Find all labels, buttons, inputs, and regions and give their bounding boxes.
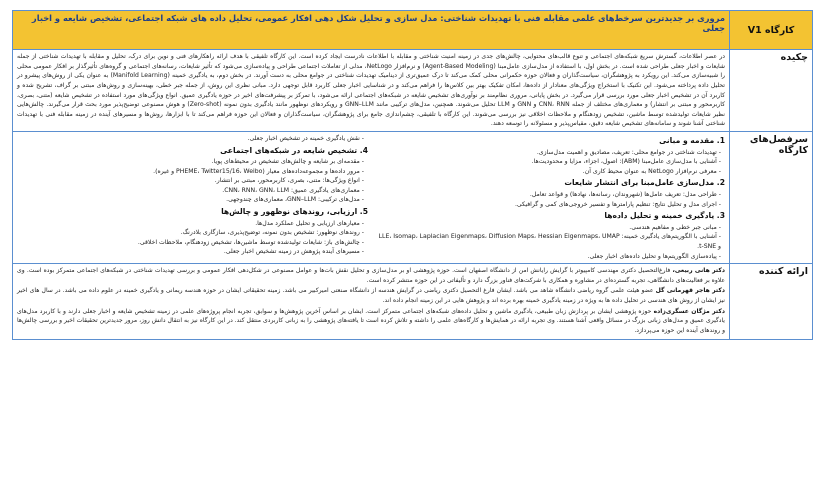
topic-item: - تهدیدات شناختی در جوامع محلی: تعریف، مصادیق و اهمیت مدل‌سازی. [374,148,725,158]
presenters-cell [13,264,730,340]
presenter-bio [17,286,725,305]
header-row [13,11,813,50]
topic-item: - مبانی جبر خطی و مفاهیم هندسی. [374,223,725,233]
presenters-label: ارائه کننده [730,264,813,340]
topic-item: - روندهای نوظهور: تشخیص بدون نمونه، توضیح‌پذیری، سازگاری بلادرنگ. [17,228,368,238]
topic-item: - مدل‌های ترکیبی: GNN–LLM، معماری‌های چندوجهی. [17,195,368,205]
workshop-table [12,10,813,340]
topic-item: - معیارهای ارزیابی و تحلیل عملکرد مدل‌ها. [17,219,368,229]
presenter-bio-text: عضو هیئت علمی گروه ریاضی دانشگاه شاهد می باشد. ایشان فارغ التحصیل دکتری ریاضی در گرایش هندسه از دانشگاه صنعتی امیرکبیر می باشد. زمینه تحقیقاتی ایشان در حوزه هندسه ریمانی و یادگیری خمینه در علوم داده می باشد. در سال های اخیر نیز ایشان از روش های هندسی در تحلیل داده ها به ویژه در زمینه یادگیری خمینه بهره برده اند و پژوهش هایی در این زمینه انجام داده اند. [17,287,725,305]
header-cell [13,11,730,50]
topic-section-title: 4. تشخیص شایعه در شبکه‌های اجتماعی [220,145,368,155]
topics-label: سرفصل‌های کارگاه [730,132,813,264]
presenter-name: دکتر هاجر قهرمانی گل [655,287,725,295]
topic-item: - مرور داده‌ها و مجموعه‌داده‌های معیار (PHEME، Twitter15/16، Weibo و غیره). [17,167,368,177]
topic-item: - نقش یادگیری خمینه در تشخیص اخبار جعلی. [17,134,368,144]
topic-section-title: 5. ارزیابی، روندهای نوظهور و چالش‌ها [221,206,368,216]
presenter-bio [17,266,725,285]
topic-item: - انواع ویژگی‌ها: متنی، بصری، کاربرمحور، مبتنی بر انتشار. [17,176,368,186]
presenter-bio [17,307,725,336]
topic-section-title: 3. یادگیری خمینه و تحلیل داده‌ها [604,211,725,221]
abstract-cell [13,50,730,132]
topics-row [13,132,813,264]
topic-item: - آشنایی با مدل‌سازی عامل‌مبنا (ABM): اصول، اجزاء، مزایا و محدودیت‌ها. [374,157,725,167]
presenter-bio-text: فارغ‌التحصیل دکتری مهندسی کامپیوتر با گرایش رایانش امن از دانشگاه اصفهان است. حوزه پژوهشی او بر مدل‌سازی و تحلیل نقش بات‌ها و عوامل مصنوعی در شکل‌دهی افکار عمومی و بررسی تهدیدات شناختی در شبکه‌های اجتماعی متمرکز بوده است. وی علاوه بر فعالیت‌های دانشگاهی، تجربه گسترده‌ای در مشاوره و همکاری با شرکت‌های فناور بزرگ دارد و تألیفاتی در این حوزه منتشر کرده است. [17,267,725,284]
topic-item: - معرفی نرم‌افزار NetLogo به عنوان محیط کاری آن. [374,167,725,177]
topics-cell [13,132,730,264]
topic-item: - اجرای مدل و تحلیل نتایج: تنظیم پارامترها و تفسیر خروجی‌های کمی و گرافیکی. [374,200,725,210]
topic-section-title: 1. مقدمه و مبانی [659,136,725,145]
abstract-text: در عصر اطلاعات، گسترش سریع شبکه‌های اجتماعی و تنوع قالب‌های محتوایی، چالش‌های جدی در زمینه امنیت شناختی و مقابله با اطلاعات نادرست ایجاد کرده است. این کارگاه تلفیقی با هدف ارائه راهکارهای فنی و نوین برای درک، تحلیل و مقابله با تهدیدات شناختی از جمله شایعات و اخبار جعلی طراحی شده است. در بخش اول، با استفاده از مدل‌سازی عامل‌مبنا (Agent-Based Modeling) و نرم‌افزار NetLogo، مدلی از تعاملات اجتماعی طراحی و پیاده‌سازی می‌شود که تأثیر شایعات، رسانه‌های اجتماعی و گروه‌های تأثیرگذار بر افکار عمومی محلی را شبیه‌سازی می‌کند. این رویکرد به پژوهشگران، سیاست‌گذاران و فعالان حوزه حکمرانی محلی کمک می‌کند تا درک عمیق‌تری از دینامیک تهدیدات شناختی در جوامع محلی به دست آورند. در بخش دوم، به یادگیری خمینه (Manifold Learning) به عنوان یکی از روش‌های پیشرو در تحلیل داده پرداخته می‌شود. این تکنیک با استخراج ویژگی‌های معنادار از داده‌ها، امکان تفکیک بهتر بین کلاس‌ها را فراهم می‌کند و در شناسایی اخبار جعلی کاربرد قابل توجهی دارد. مبانی نظری این روش، از جمله جبر خطی، بهینه‌سازی و روش‌های مبتنی بر گراف، تشریح شده و کاربرد آن در تشخیص اخبار جعلی مورد بررسی قرار می‌گیرد. در بخش پایانی، مروری نظام‌مند بر نوآوری‌های تشخیص شایعه در شبکه‌های اجتماعی ارائه می‌شود، با تمرکز بر پیشرفت‌های اخیر در حوزه یادگیری عمیق. انواع ویژگی‌های مورد استفاده در تشخیص شایعه (متنی، بصری، کاربرمحور و مبتنی بر انتشار) و معماری‌های مختلف از جمله CNN، RNN و GNN و LLM تحلیل می‌شوند. همچنین، مدل‌های ترکیبی مانند GNN–LLM و رویکردهای نوظهور مانند یادگیری بدون نمونه (Zero-shot) و هوش مصنوعی توضیح‌پذیر مورد بحث قرار می‌گیرند. چالش‌هایی نظیر شایعات تولیدشده توسط ماشین، تشخیص زودهنگام و ملاحظات اخلاقی نیز بررسی می‌شوند. این کارگاه با تلفیقی، چشم‌اندازی جامع برای پژوهشگران، سیاست‌گذاران و فعالان این حوزه فراهم می‌کند تا با ابزارها، روش‌ها و مسیرهای آینده در زمینه مقابله فنی با تهدیدات شناختی آشنا شوند و سامانه‌های تشخیص شایعه دقیق، مقیاس‌پذیر و مسئولانه را توسعه دهند. [17,53,725,128]
topic-item: - طراحی مدل: تعریف عامل‌ها (شهروندان، رسانه‌ها، نهادها) و قواعد تعامل. [374,190,725,200]
topic-item: - معماری‌های یادگیری عمیق: CNN، RNN، GNN، LLM. [17,186,368,196]
presenter-name: دکتر هانی ربیعی، [672,267,725,275]
topic-item: - چالش‌های باز: شایعات تولیدشده توسط ماشین‌ها، تشخیص زودهنگام، ملاحظات اخلاقی. [17,238,368,248]
topic-item: - مقدمه‌ای بر شایعه و چالش‌های تشخیص در محیط‌های پویا. [17,157,368,167]
topic-item: - پیاده‌سازی الگوریتم‌ها و تحلیل داده‌های اخبار جعلی. [374,252,725,262]
workshop-title: مروری بر جدیدترین سرخط‌های علمی مقابله فنی با تهدیدات شناختی: مدل سازی و تحلیل شکل دهی افکار عمومی، تحلیل داده های شبکه اجتماعی، تشخیص شایعه و اخبار جعلی [31,13,725,34]
topic-section-title: 2. مدل‌سازی عامل‌مبنا برای انتشار شایعات [564,178,725,188]
presenters-row [13,264,813,340]
topics-column-left [17,134,368,261]
topic-item: - مسیرهای آینده پژوهش در زمینه تشخیص اخبار جعلی. [17,247,368,257]
topic-item: - آشنایی با الگوریتم‌های یادگیری خمینه: LLE، Isomap، Laplacian Eigenmaps، Diffusion Maps، Hessian Eigenmaps، UMAP و t-SNE. [374,232,725,251]
abstract-row [13,50,813,132]
topics-columns [17,134,725,261]
presenters-list [17,266,725,336]
topics-column-right [374,134,725,261]
abstract-label: چکیده [730,50,813,132]
presenter-bio-text: حوزه پژوهشی ایشان بر پردازش زبان طبیعی، یادگیری ماشین و تحلیل داده‌های شبکه‌های اجتماعی متمرکز است. ایشان بر اساس آخرین پژوهش‌ها و سوابق، تجربه انجام پروژه‌های علمی در زمینه تشخیص شایعه و اخبار جعلی دارند و با کاربرد مدل‌های یادگیری عمیق و مدل‌های زبانی بزرگ در مسائل واقعی آشنا هستند. وی تجربه ارائه در همایش‌ها و کارگاه‌های علمی را داشته و تلاش کرده است تا یافته‌های پژوهشی را به زبانی کاربردی منتقل کند. در این کارگاه نیز به انتقال دانش روز، مرور جدیدترین تحقیقات اخیر و بررسی چالش‌ها و روندهای آینده این حوزه می‌پردازد. [17,307,725,335]
presenter-name: دکتر مژگان عسگری‌زاده [653,307,725,315]
workshop-label: کارگاه V1 [730,11,813,50]
